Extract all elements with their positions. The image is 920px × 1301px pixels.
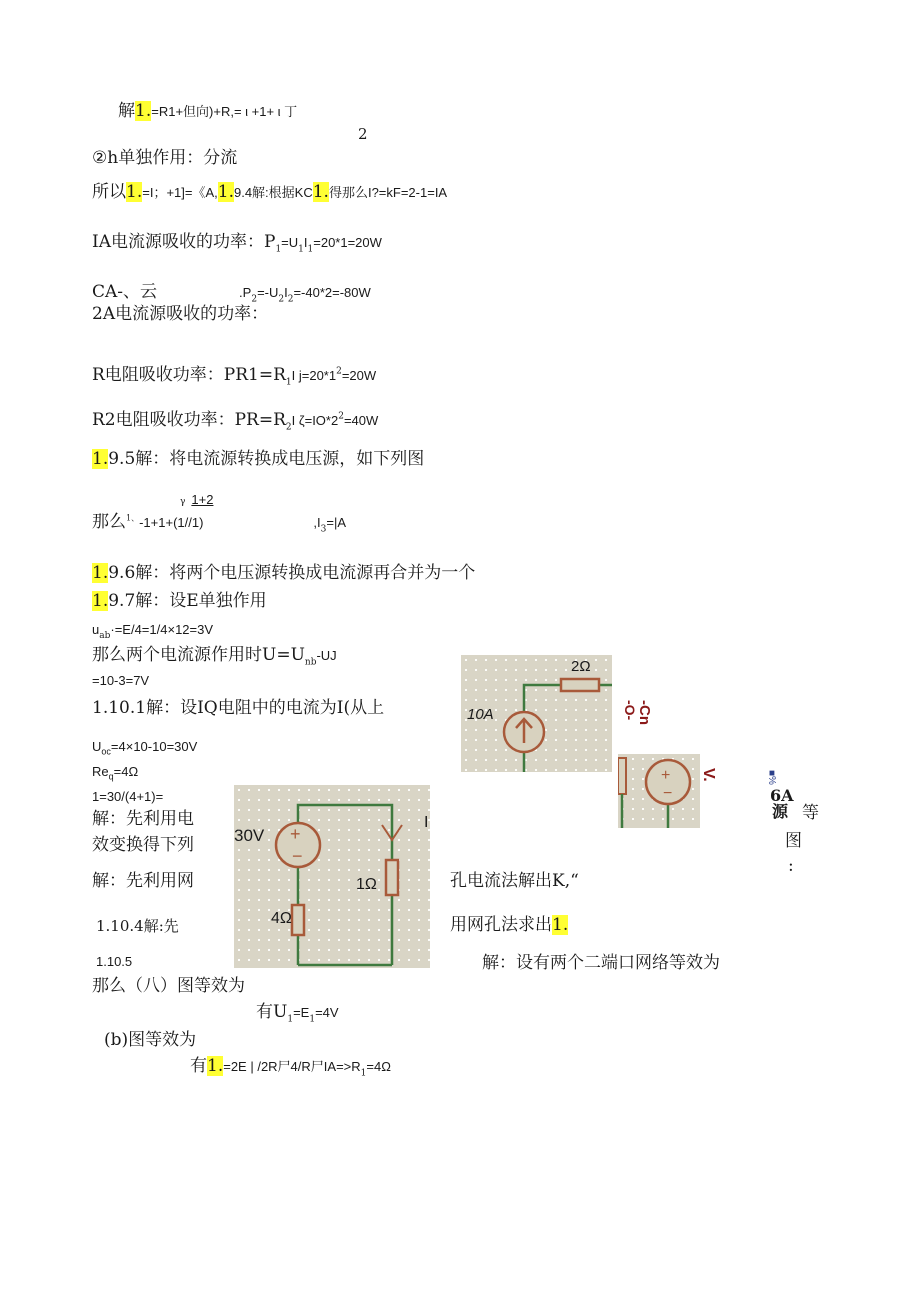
circuit-diagram-10a (461, 655, 612, 772)
fraction-denominator: 2 (358, 125, 368, 143)
svg-text:+: + (661, 767, 671, 784)
text-line-26: 有$U_1=E_1=4V$ (256, 1002, 339, 1025)
text-line-2: ②h单独作用：分流 (92, 148, 238, 168)
vertical-char-1: 等 (802, 803, 819, 823)
text-line-3: 所以1.=I；+1]=《A,1.9.4解:根据KC1.得那么I?=kF=2-1=IA (92, 182, 448, 202)
text-line-21: 效变换得下列 (92, 835, 194, 855)
text-line-5: CA-、云 $.P_2=-U_2I_2=-40*2=-80W$ (92, 282, 371, 305)
circuit-fragment-svg (618, 754, 700, 828)
text-line-24b: 解：设有两个二端口网络等效为 (482, 953, 720, 973)
rotated-label-pct: ■% (766, 770, 777, 785)
fraction-numerator: γ 1+2 (180, 492, 214, 507)
vertical-char-4: : (788, 856, 794, 876)
label-1ohm: 1Ω (356, 876, 377, 893)
text-line-20: 解：先利用电 (92, 809, 194, 829)
text-line-14: 那么两个电流源作用时$U=U_{nb}-UJ$ (92, 645, 337, 668)
circuit-diagram-fragment (618, 754, 700, 828)
text-line-22b: 孔电流法解出K,“ (450, 871, 579, 891)
svg-text:+: + (290, 824, 301, 844)
text-line-4: IA电流源吸收的功率：$P_1=U_1I_1=20*1=20W$ (92, 232, 382, 255)
text-line-16: 1.10.1解：设IQ电阻中的电流为I(从上 (92, 698, 385, 718)
text-line-9: 1.9.5解：将电流源转换成电压源，如下列图 (92, 449, 425, 469)
text-line-8: R2电阻吸收功率：$PR=R_2I$ $\zeta=IO*2^2=40W$ (92, 410, 379, 433)
text-line-25: 那么（八）图等效为 (92, 976, 245, 996)
vertical-char-3: 图 (785, 831, 802, 851)
text-line-23a: 1.10.4解:先 (96, 917, 179, 935)
text-line-6: 2A电流源吸收的功率： (92, 304, 269, 324)
vertical-label-6a: 6A源 (770, 786, 794, 821)
text-line-13: $u_{ab}\cdot=E/4=1/4\times 12=3V$ (92, 622, 214, 641)
rotated-label-o: -O- (622, 700, 638, 721)
text-line-11: 1.9.6解：将两个电压源转换成电流源再合并为一个 (92, 563, 476, 583)
svg-text:−: − (663, 785, 673, 802)
rotated-label-cn: -Cn (636, 700, 653, 725)
label-current: I (424, 814, 429, 831)
circuit-diagram-30v (234, 785, 430, 968)
label-2ohm: 2Ω (571, 658, 591, 675)
label-10a: 10A (467, 706, 494, 723)
text-line-10: 那么$^{1、}$-1+1+(1//1) $,I_3=|A$ (92, 512, 347, 535)
solution-line-1: 解1.=R1+但向)+R,= ι +1+ ι 丁 (118, 101, 298, 121)
label-30v: 30V (234, 826, 265, 845)
text-line-15: =10-3=7V (92, 673, 150, 688)
text-line-18: $Re_q=4\Omega$ (92, 764, 139, 782)
text-line-22a: 解：先利用网 (92, 871, 194, 891)
text-line-24a: 1.10.5 (96, 954, 133, 969)
text-line-27: (b)图等效为 (104, 1030, 197, 1050)
text-line-17: $U_{oc}=4\times 10-10=30V$ (92, 739, 198, 757)
circuit-30v-svg (234, 785, 430, 968)
text-line-12: 1.9.7解：设E单独作用 (92, 591, 267, 611)
rotated-label-v: V. (700, 768, 717, 782)
svg-text:−: − (292, 846, 303, 866)
text-line-7: R电阻吸收功率：$PR1=R_1I$ $j=20*1^2=20W$ (92, 365, 377, 388)
label-4ohm: 4Ω (271, 910, 292, 927)
text-line-23b: 用网孔法求出1. (450, 915, 569, 935)
text-line-19: 1=30/(4+1)= (92, 789, 164, 804)
text-line-28: 有1.=2E | /2R尸4/R尸$IA=>R_1=4\Omega$ (190, 1056, 391, 1079)
